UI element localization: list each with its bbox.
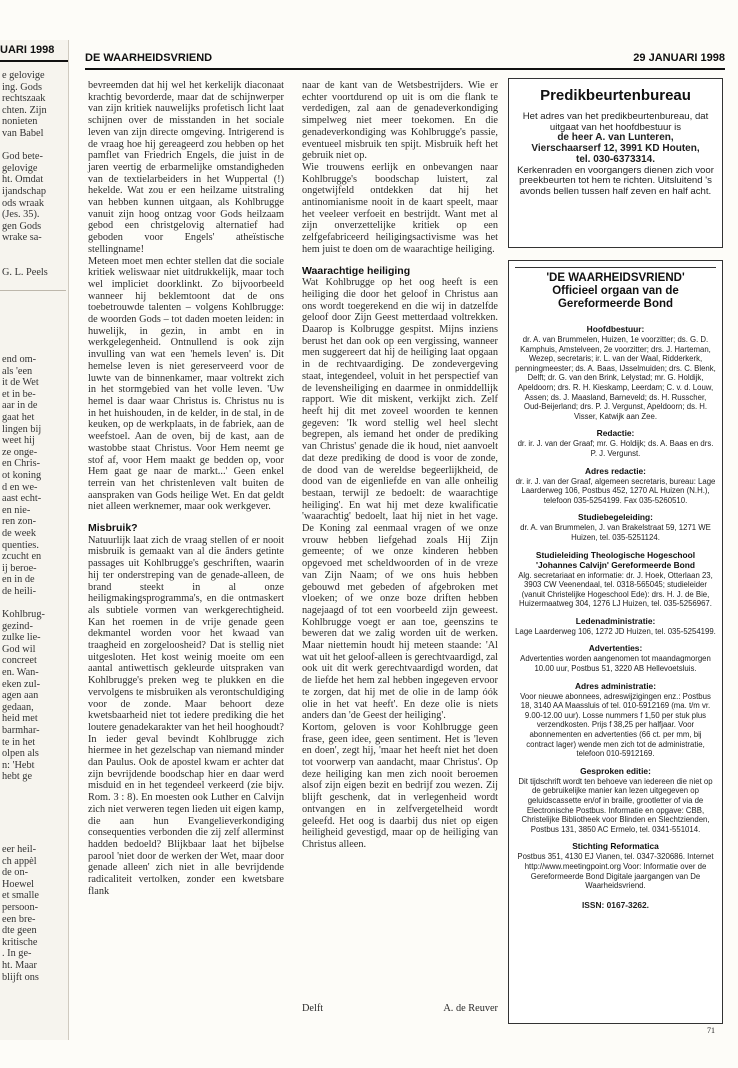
page-header [85, 50, 725, 70]
section-title: Redactie: [596, 428, 635, 439]
colophon-section [509, 550, 722, 609]
paragraph: Wie trouwens eerlijk en onbevangen naar Kohlbrugge's boodschap luistert, zal ongetwijfeld ontdekken dat hij het antinomianisme nooit in de kaart speelt, maar het veeleer verfoeit en bestrijdt. Want met al zijn onverzettelijke kritiek op een zelfgefabriceerd heiligingsactivisme was het hem juist te doen om de waarachtige heiliging. [302, 161, 498, 255]
colophon-section [509, 324, 722, 421]
author: A. de Reuver [443, 1003, 498, 1014]
section-text: Advertenties worden aangenomen tot maandagmorgen 10.00 uur, Postbus 51, 3220 AB Hellevoetsluis. [520, 654, 711, 674]
masthead-title: 'DE WAARHEIDSVRIEND' [546, 272, 685, 284]
section-title: Advertenties: [588, 643, 643, 654]
page-number: 71 [707, 1026, 715, 1035]
intro-text: Het adres van het predikbeurtenbureau, dat uitgaat van het hoofdbestuur is [522, 111, 709, 133]
box-text [509, 112, 722, 198]
colophon-section [509, 512, 722, 542]
section-text: Lage Laarderweg 106, 1272 JD Huizen, tel. 035-5254199. [515, 626, 716, 636]
previous-page-text-2: end om- als 'een it de Wet et in be- aar in de gaat het lingen bij weet hij ze onge- en Chris- ot koning d en we- aast echt- en nie- ren zon- de week quenties. zcucht en ij beroe- en in de de heili- Kohlbrug- gezind- zulke lie- God wil concreet en. Wan- eken zul- agen aan gedaan, heid met barmhar- te in het olpen als n: 'Hebt hebt ge [2, 354, 45, 783]
paragraph: Natuurlijk laat zich de vraag stellen of er nooit misbruik is gemaakt van al die ânders getinte passages uit Kohlbrugge's geschriften, waarin hij ter onderstreping van de genade-alleen, de brand steekt in al onze heiligmakingsprogramma's, en die ontmaskert als subtiele vormen van werkgerechtigheid. Kan het roemen in de vrije genade geen dekmantel worden voor het kwaad van traagheid en zorgeloosheid? Dat is stellig niet uitgesloten. Het kost weinig moeite om een aantal antiwettisch gekleurde uitspraken van Kohlbrugge's preken weg te plukken en die vervolgens te misbruiken als verontschuldiging voor de zonde. Maar behoort deze kwetsbaarheid niet tot iedere prediking die het loutere genadekarakter van het heil hooghoudt? In ieder geval bevindt Kohlbrugge zich hiermee in het gezelschap van niemand minder dan Paulus. Ook de apostel kwam er achter dat zijn bevrijdende boodschap hier en daar werd misduid en in het tegendeel verkeerd (zie bijv. Rom. 3 : 8). En moesten ook Luther en Calvijn zich niet verweren tegen lieden uit eigen kamp, die aan hun Evangelieverkondiging consequenties verbonden die zij zelf allerminst hadden bedoeld? Blijkbaar laat het bijbelse parool 'niet door de werken der Wet, maar door genade alleen' zich niet in alle bevrijdende radicaliteit vertolken, zonder een kwetsbare flank [88, 534, 284, 897]
contact-address: Vierschaarserf 12, 3991 KD Houten, [531, 143, 700, 155]
subheading: Waarachtige heiliging [302, 264, 411, 277]
section-text: dr. A. van Brummelen, Huizen, 1e voorzitter; ds. G. D. Kamphuis, Amstelveen, 2e voorzitter; drs. J. Harteman, Wezep, secretaris; ir. L. van der Waal, Ridderkerk, penningmeester; ds. A. Baas, IJsselmuiden; drs. C. Blenk, Delft; dr. G. van den Brink, Lelystad; mr. G. Holdijk, Apeldoorn; drs. R. H. Kieskamp, Leerdam; C. v. d. Louw, Assen; ds. J. Maasland, Barneveld; ds. H. Russcher, Oud-Beijerland; drs. P. J. Vergunst, Apeldoorn; ds. H. Visser, Katwijk aan Zee. [515, 335, 716, 421]
colophon-section [509, 466, 722, 506]
subheading: Misbruik? [88, 522, 138, 535]
paragraph: bevreemden dat hij wel het kerkelijk diaconaat krachtig bevorderde, maar dat de schijnwerper van zijn kritiek nauwelijks profetisch licht laat schijnen over de misstanden in het sociale leven van zijn directe omgeving. Intrigerend is de vraag hoe hij gereageerd zou hebben op het pamflet van Friedrich Engels, die juist in de jaren veertig de erbarmelijke omstandigheden van de textielarbeiders in het Wuppertal (!) hekelde. Wat zou er een heilzame uitstraling van hebben kunnen uitgaan, als Kohlbrugge vanuit zijn hoog ontzag voor Gods heilzaam gebod een christgelovig alternatief had geboden voor Engels' atheïstische stellingname! [88, 80, 284, 255]
previous-page-text-1: e gelovige ing. Gods rechtszaak chten. Zijn nonieten van Babel God bete- gelovige ht. Omdat ijandschap ods wraak (Jes. 35). gen Gods wrake sa- G. L. Peels [2, 70, 48, 279]
box-title: Predikbeurtenbureau [540, 87, 691, 104]
section-text: Postbus 351, 4130 EJ Vianen, tel. 0347-320686. Internet http://www.meetingpoint.org Voor: Informatie over de Gereformeerde Bond Digitale jaargangen van De Waarheidsvriend. [517, 852, 714, 891]
paragraph: Kortom, geloven is voor Kohlbrugge geen frase, geen idee, geen sentiment. Het is 'leven en doen', zegt hij, 'maar het heeft niet het doen tot voorwerp van aandacht, maar Christus'. Op deze heiliging kan men zich nooit beroemen alsof zijn eigen bezit en bedrijf zou wezen. Zij blijft geschenk, dat in verlegenheid wordt ontvangen en in zelfvergetelheid wordt geleefd. Het oog is daarbij dus niet op eigen heiligheid gevestigd, maar op de heiliging van Christus alleen. [302, 721, 498, 850]
place: Delft [302, 1003, 324, 1014]
section-text: dr. ir. J. van der Graaf; mr. G. Holdijk; ds. A. Baas en drs. P. J. Vergunst. [517, 439, 714, 458]
section-title: Stichting Reformatica [572, 841, 659, 852]
colophon-box [508, 260, 723, 1024]
colophon-section [509, 681, 722, 759]
colophon-section [509, 643, 722, 673]
publication-name: DE WAARHEIDSVRIEND [85, 52, 213, 64]
section-title: Adres redactie: [585, 465, 646, 476]
section-title: Ledenadministratie: [575, 615, 656, 626]
article-column-2 [302, 80, 498, 851]
predikbeurten-box [508, 78, 723, 248]
section-title: Adres administratie: [575, 680, 656, 691]
section-text: Voor nieuwe abonnees, adreswijzigingen enz.: Postbus 18, 3140 AA Maassluis of tel. 010-5912169 (ma. t/m vr. 9.00-12.00 uur). Losse nummers f 1,50 per stuk plus verzendkosten. Prijs f 38,25 per halfjaar. Voor abonnementen en advertenties (66 ct. per mm, bij contract lager) wende men zich tot de administratie, telefoon 010-5912169. [520, 691, 711, 759]
section-title: Gesproken editie: [580, 765, 651, 776]
paragraph: Meteen moet men echter stellen dat die sociale kritiek weliswaar niet uitdrukkelijk, maar toch wel impliciet doorklinkt. Zo bijvoorbeeld wanneer hij beklemtoont dat de ons toebetrouwde talenten – volgens Kohlbrugge: de woorden Gods – tot daden moeten leiden: in huwelijk, in gezin, in ambt en in werkgelegenheid. Ontnullend is ook zijn invulling van wat een 'hemels leven' is. Dit hemelse leven is niet gereserveerd voor de luwte van de binnenkamer, maar voltrekt zich in het stormgebied van het volle leven. 'Uw hemel is daar waar Christus is. Christus nu is in het huishouden, in de kelder, in de stal, in de keuken, op de werkplaats, in de fabriek, aan de weefstoel. Aan de oven, bij de kast, aan de wastobbe staat Christus. Voor Hem neemt ge stof af, voor Hem maakt ge bedden op, voor Hem gaat ge naar de markt...' Geen enkel terrein van het christenleven valt buiten de aanspraken van Gods heilige Wet. En dat geldt niet alleen werknemer, maar ook werkgever. [88, 255, 284, 513]
section-text: dr. ir. J. van der Graaf, algemeen secretaris, bureau: Lage Laarderweg 106, Postbus 452, 1270 AL Huizen (N.H.), telefoon 035-5254199. Fax 035-5260510. [515, 476, 716, 505]
paragraph: Wat Kohlbrugge op het oog heeft is een heiliging die door het geloof in Christus aan ons wordt toegerekend en die wij in datzelfde geloof door Zijn Geest metterdaad voltrekken. Daarop is Kolbrugge gespitst. Mijns inziens berust het dan ook op een vergissing, wanneer men suggereert dat hij de heiliging laat opgaan in de rechtvaardiging. De zondevergeving staat, integendeel, voluit in het perspectief van de levensheiliging en daarmee in onmiddellijk rapport. Wie dit miskent, verkijkt zich. Zelf heeft hij dit met zoveel woorden te kennen gegeven: 'Ik word stellig wel heel slecht begrepen, als iemand het onder de prediking van Christus' genade die ik houd, niet aanvoelt dat deze prediking de dood is voor de zonde, de dood van de wereldse begeerlijkheid, de dood van de eigenliefde en van alle onheilig bestaan, terwijl ze bedoelt: de waarachtige heiliging'. En wat hij met deze kwalificatie 'waarachtig' bedoelt, laat hij niet in het vage. De Koning zal eenmaal vragen of we onze vrouw hebben liefgehad zoals Hij Zijn gemeente; of we onze kinderen hebben opgevoed met scheldwoorden of in de vreze van Zijn Naam; of we ons huis hebben gebouwd met gebeden of afgebroken met vloeken; of we onze boze driften hebben nagejaagd of tot een voorbeeld zijn geweest. Kohlbrugge voegt er aan toe, geenszins te beweren dat we zalig worden uit de werken. Maar niettemin houdt hij meteen staande: 'Al wat uit het geloof-alleen is gerechtvaardigd, zal ook uit dit werk gerechtvaardigd worden, dat de liefde het hem zal hebben ingegeven ervoor te zorgen, dat hij met de olie in de lamp óók olie in het vat heeft'. En deze olie is niets anders dan 'de Geest der heiliging'. [302, 277, 498, 722]
section-text: Dit tijdschrift wordt ten behoeve van iedereen die niet op de gebruikelijke manier kan lezen uitgegeven op geluidscassette en/of in braille, grootletter of via de Electronische Postbus. Informatie en opgave: CBB, Christelijke Bibliotheek voor Blinden en Slechtzienden, Postbus 131, 3850 AC Ermelo, tel. 0341-551014. [518, 776, 713, 834]
colophon-section [509, 841, 722, 890]
previous-page-text-3: eer heil- ch appèl de on- Hoewel et smalle persoon- een bre- dte geen kritische . In ge- ht. Maar blijft ons [2, 844, 39, 983]
colophon-sections [509, 324, 722, 891]
masthead [515, 267, 716, 317]
article-column-1 [88, 80, 284, 898]
contact-name: de heer A. van Lunteren, [557, 132, 674, 144]
previous-page-edge [0, 40, 69, 1040]
masthead-subtitle: Officieel orgaan van de Gereformeerde Bond [552, 285, 679, 310]
issn: ISSN: 0167-3262. [581, 899, 650, 910]
section-title: Studieleiding Theologische Hogeschool 'Johannes Calvijn' Gereformeerde Bond [535, 549, 696, 570]
paragraph: naar de kant van de Wetsbestrijders. Wie er echter voortdurend op uit is om die flank te verdedigen, zal aan de genadeverkondiging simpelweg niet meer toekomen. En die genadeverkondiging was Kohlbrugge's passie, eventueel misbruik ten spijt. Misbruik heft het gebruik niet op. [302, 80, 498, 162]
contact-phone: tel. 030-6373314. [576, 153, 655, 165]
colophon-section [509, 616, 722, 637]
instructions-text: Kerkenraden en voorgangers dienen zich voor preekbeurten tot hem te richten. Uitsluitend 's avonds bellen tussen half zeven en half acht. [517, 164, 714, 197]
previous-page-header: UARI 1998 [0, 40, 68, 62]
colophon-section [509, 428, 722, 458]
section-title: Hoofdbestuur: [586, 324, 645, 334]
colophon-section [509, 766, 722, 835]
section-title: Studiebegeleiding: [578, 512, 653, 523]
divider [0, 290, 66, 291]
issue-date: 29 JANUARI 1998 [633, 52, 725, 64]
section-text: dr. A. van Brummelen, J. van Brakelstraat 59, 1271 WE Huizen, tel. 035-5251124. [520, 523, 711, 542]
section-text: Alg. secretariaat en informatie: dr. J. Hoek, Otterlaan 23, 3903 CW Veenendaal, tel. 0318-565045; studieleider (vanuit Christelijke Hogeschool Ede): drs. H. J. de Bie, Huizermaatweg 304, 1276 LJ Huizen, tel. 035-5256967. [518, 570, 713, 609]
